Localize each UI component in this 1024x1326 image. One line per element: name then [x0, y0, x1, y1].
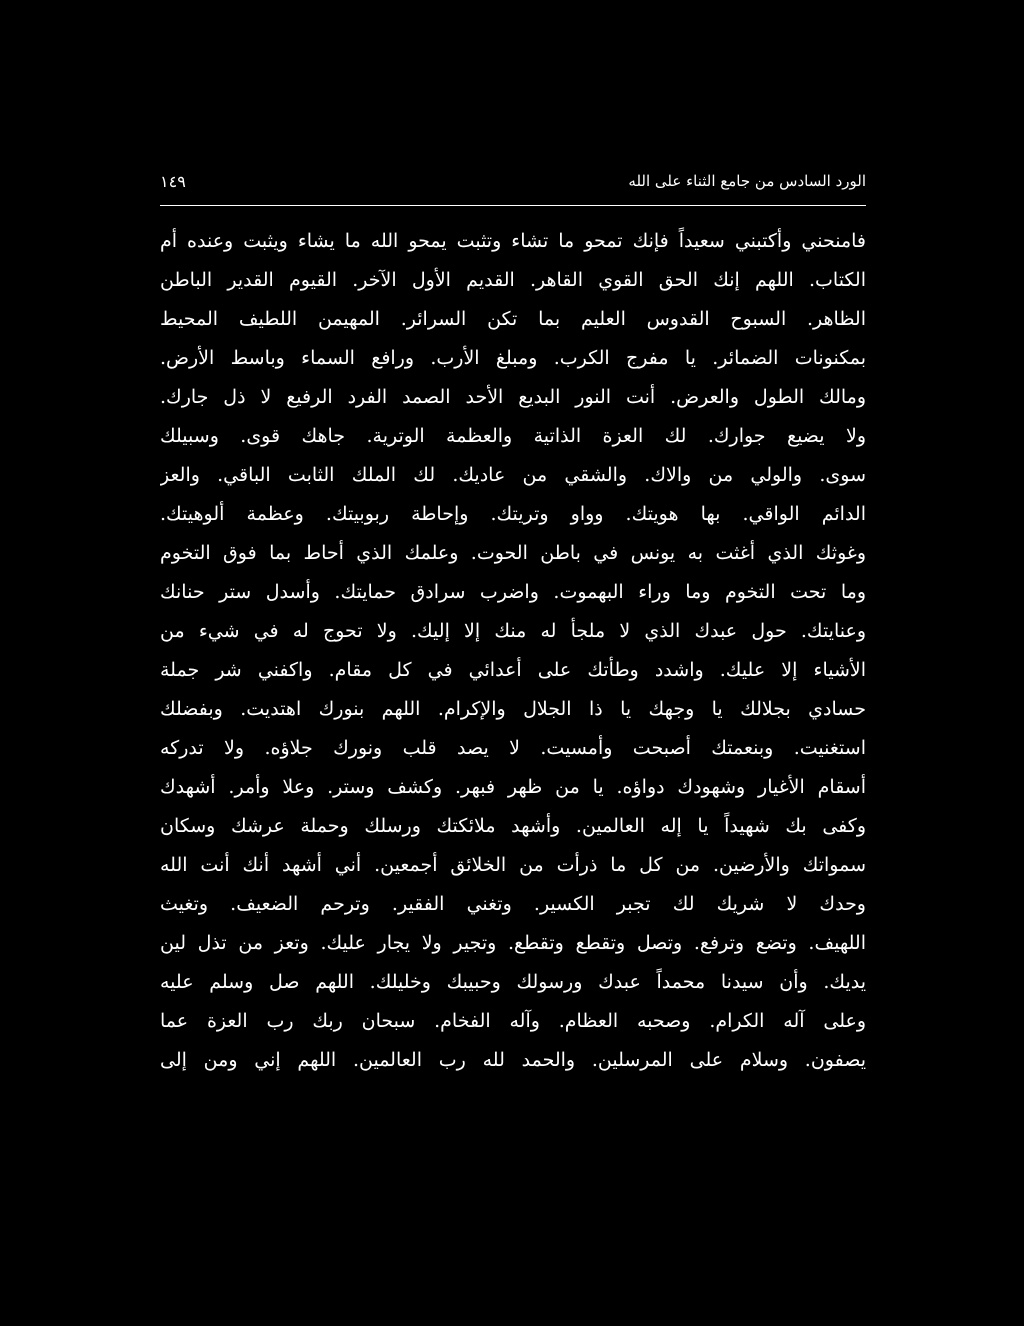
text-line: حسادي بجلالك يا وجهك يا ذا الجلال والإكرام. اللهم بنورك اهتديت. وبفضلك [160, 698, 866, 720]
page-body [160, 222, 866, 1172]
running-title: الورد السادس من جامع الثناء على الله [628, 172, 866, 190]
text-line: اللهيف. وتضع وترفع. وتصل وتقطع وتقطع. وتجير ولا يجار عليك. وتعز من تذل لين [160, 932, 866, 954]
text-line: وما تحت التخوم وما وراء البهموت. واضرب سرادق حمايتك. وأسدل ستر حنانك [160, 581, 866, 603]
text-line: سمواتك والأرضين. من كل ما ذرأت من الخلائق أجمعين. أني أشهد أنك أنت الله [160, 854, 866, 876]
text-line: يديك. وأن سيدنا محمداً عبدك ورسولك وحبيبك وخليلك. اللهم صل وسلم عليه [160, 971, 866, 993]
text-line: الدائم الواقي. بها هويتك. وواو وتريتك. وإحاطة ربوبيتك. وعظمة ألوهيتك. [160, 503, 866, 525]
text-line: الكتاب. اللهم إنك الحق القوي القاهر. القديم الأول الآخر. القيوم القدير الباطن [160, 269, 866, 291]
text-line: أسقام الأغيار وشهودك دواؤه. يا من ظهر فبهر. وكشف وستر. وعلا وأمر. أشهدك [160, 776, 866, 798]
text-line: ولا يضيع جوارك. لك العزة الذاتية والعظمة الوترية. جاهك قوى. وسبيلك [160, 425, 866, 447]
text-line: فامنحني وأكتبني سعيداً فإنك تمحو ما تشاء وتثبت يمحو الله ما يشاء ويثبت وعنده أم [160, 230, 866, 252]
text-line: الأشياء إلا عليك. واشدد وطأتك على أعدائي في كل مقام. واكفني شر جملة [160, 659, 866, 681]
text-line: وعنايتك. حول عبدك الذي لا ملجأ له منك إلا إليك. ولا تحوج له في شيء من [160, 620, 866, 642]
text-line: بمكنونات الضمائر. يا مفرج الكرب. ومبلغ الأرب. ورافع السماء وباسط الأرض. [160, 347, 866, 369]
text-line: يصفون. وسلام على المرسلين. والحمد لله رب العالمين. اللهم إني ومن إلى [160, 1049, 866, 1071]
text-line: وغوثك الذي أغثت به يونس في باطن الحوت. وعلمك الذي أحاط بما فوق التخوم [160, 542, 866, 564]
page-number: ١٤٩ [160, 172, 186, 191]
text-line: سوى. والولي من والاك. والشقي من عاديك. لك الملك الثابت الباقي. والعز [160, 464, 866, 486]
text-line: استغنيت. وبنعمتك أصبحت وأمسيت. لا يصد قلب ونورك جلاؤه. ولا تدركه [160, 737, 866, 759]
text-line: وعلى آله الكرام. وصحبه العظام. وآله الفخام. سبحان ربك رب العزة عما [160, 1010, 866, 1032]
text-line: وحدك لا شريك لك تجبر الكسير. وتغني الفقير. وترحم الضعيف. وتغيث [160, 893, 866, 915]
text-line: ومالك الطول والعرض. أنت النور البديع الأحد الصمد الفرد الرفيع لا ذل جارك. [160, 386, 866, 408]
text-line: الظاهر. السبوح القدوس العليم بما تكن السرائر. المهيمن اللطيف المحيط [160, 308, 866, 330]
page-header [160, 168, 866, 200]
text-line: وكفى بك شهيداً يا إله العالمين. وأشهد ملائكتك ورسلك وحملة عرشك وسكان [160, 815, 866, 837]
header-rule [160, 205, 866, 206]
